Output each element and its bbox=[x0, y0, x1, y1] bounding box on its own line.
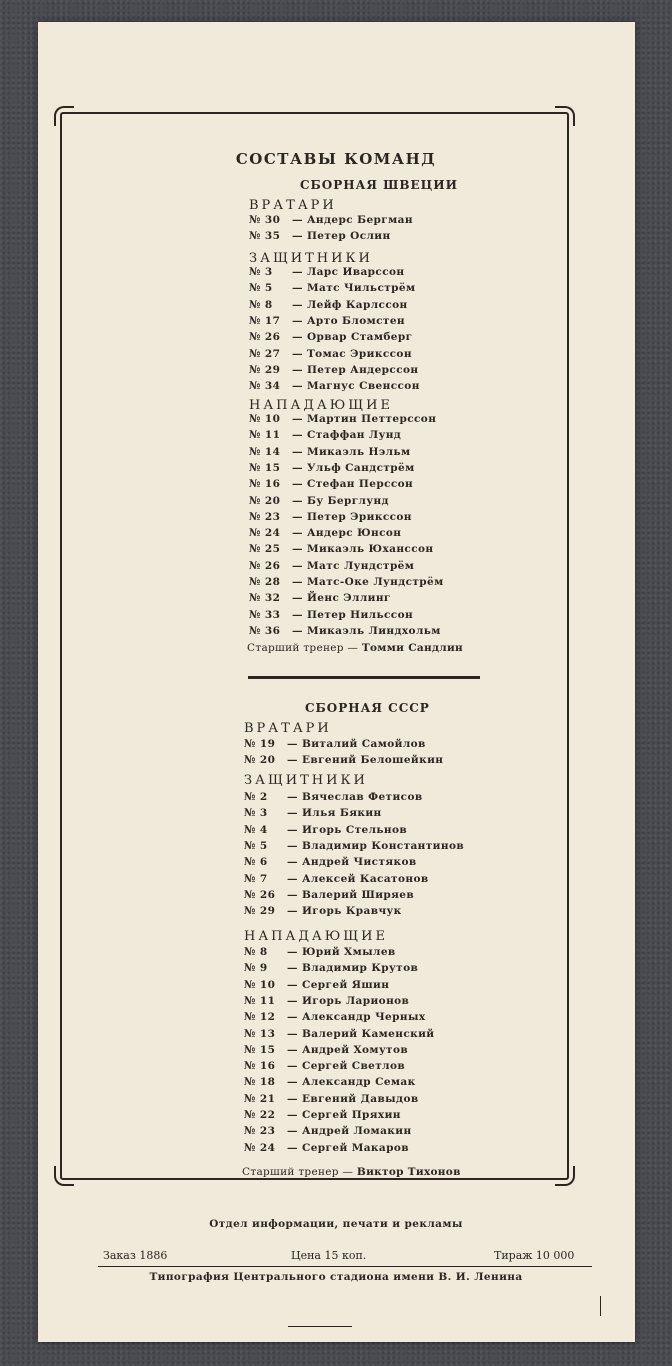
dash: — bbox=[292, 214, 307, 226]
player-number: № 5 bbox=[244, 839, 268, 852]
player-name: Стаффан Лунд bbox=[306, 429, 402, 442]
dash: — bbox=[292, 331, 307, 344]
player-number: № 14 bbox=[249, 445, 281, 458]
dash: — bbox=[287, 1076, 302, 1089]
player-number: № 21 bbox=[244, 1092, 276, 1105]
player-row bbox=[244, 962, 418, 974]
dash: — bbox=[287, 888, 302, 901]
player-number: № 15 bbox=[244, 1043, 276, 1056]
player-row bbox=[244, 873, 429, 885]
player-name: Лейф Карлссон bbox=[306, 298, 408, 311]
player-number: № 5 bbox=[249, 282, 273, 295]
dash: — bbox=[287, 1027, 302, 1040]
circulation: Тираж 10 000 bbox=[494, 1249, 575, 1262]
dash: — bbox=[287, 1043, 302, 1056]
dash: — bbox=[287, 1125, 302, 1138]
player-number: № 35 bbox=[249, 230, 281, 243]
player-row bbox=[249, 230, 391, 242]
player-row bbox=[249, 462, 415, 474]
player-number: № 6 bbox=[244, 856, 268, 869]
player-row bbox=[249, 214, 413, 226]
player-row bbox=[244, 889, 414, 901]
player-name: Евгений Давыдов bbox=[301, 1092, 419, 1105]
player-name: Мартин Петтерссон bbox=[306, 413, 437, 425]
dash: — bbox=[292, 445, 307, 458]
player-name: Стефан Перссон bbox=[306, 478, 414, 491]
player-name: Юрий Хмылев bbox=[301, 946, 396, 958]
player-number: № 8 bbox=[244, 946, 268, 958]
frame-corner-ornament bbox=[54, 1166, 74, 1186]
player-name: Илья Бякин bbox=[301, 807, 382, 820]
player-name: Игорь Стельнов bbox=[301, 823, 408, 836]
dash: — bbox=[292, 527, 307, 540]
team-divider bbox=[248, 676, 480, 679]
player-name: Петер Андерссон bbox=[306, 363, 419, 376]
player-name: Ульф Сандстрём bbox=[306, 461, 415, 474]
player-number: № 17 bbox=[249, 314, 281, 327]
dash: — bbox=[292, 363, 307, 376]
dash: — bbox=[287, 962, 302, 975]
dash: — bbox=[292, 510, 307, 523]
dash: — bbox=[287, 1011, 302, 1024]
coach-label: Старший тренер — bbox=[247, 642, 359, 654]
player-number: № 28 bbox=[249, 576, 281, 588]
player-row bbox=[249, 331, 412, 343]
coach-label: Старший тренер — bbox=[242, 1166, 354, 1178]
player-number: № 23 bbox=[244, 1125, 276, 1138]
player-number: № 26 bbox=[249, 331, 281, 344]
player-number: № 16 bbox=[244, 1060, 276, 1073]
player-number: № 29 bbox=[244, 905, 276, 918]
player-name: Микаэль Линдхольм bbox=[306, 624, 441, 637]
player-name: Вячеслав Фетисов bbox=[301, 791, 423, 803]
player-number: № 15 bbox=[249, 461, 281, 474]
player-name: Валерий Каменский bbox=[301, 1027, 435, 1040]
player-name: Андрей Ломакин bbox=[301, 1125, 412, 1138]
fold-mark bbox=[288, 1326, 352, 1327]
player-name: Орвар Стамберг bbox=[306, 331, 413, 344]
player-name: Сергей Пряхин bbox=[301, 1109, 401, 1121]
player-number: № 13 bbox=[244, 1027, 276, 1040]
dash: — bbox=[292, 543, 307, 556]
player-row bbox=[249, 364, 418, 376]
player-name: Петер Нильссон bbox=[306, 608, 414, 621]
player-row bbox=[249, 576, 444, 588]
player-number: № 24 bbox=[249, 527, 281, 540]
footer-rule bbox=[98, 1266, 592, 1267]
dash: — bbox=[287, 839, 302, 852]
order-number: Заказ 1886 bbox=[103, 1249, 168, 1262]
dash: — bbox=[292, 347, 307, 360]
player-name: Йенс Эллинг bbox=[306, 592, 391, 605]
player-row bbox=[244, 791, 423, 803]
player-name: Алексей Касатонов bbox=[301, 872, 429, 885]
player-name: Владимир Крутов bbox=[301, 962, 419, 975]
player-number: № 33 bbox=[249, 608, 281, 621]
player-number: № 25 bbox=[249, 543, 281, 556]
player-row bbox=[244, 856, 417, 868]
player-name: Андрей Хомутов bbox=[301, 1043, 409, 1056]
player-number: № 12 bbox=[244, 1011, 276, 1024]
dash: — bbox=[287, 856, 302, 869]
section-heading: ВРАТАРИ bbox=[249, 198, 337, 213]
dash: — bbox=[292, 230, 307, 243]
player-row bbox=[249, 609, 413, 621]
player-row bbox=[244, 840, 464, 852]
player-name: Сергей Яшин bbox=[301, 978, 390, 991]
player-name: Валерий Ширяев bbox=[301, 888, 415, 901]
player-number: № 10 bbox=[249, 413, 281, 425]
dash: — bbox=[292, 576, 307, 588]
player-row bbox=[249, 592, 391, 604]
player-row bbox=[244, 1011, 426, 1023]
player-name: Матс Чильстрём bbox=[306, 282, 416, 295]
player-row bbox=[244, 1142, 409, 1154]
player-row bbox=[249, 413, 436, 425]
department-line: Отдел информации, печати и рекламы bbox=[209, 1218, 463, 1230]
player-name: Петер Эрикссон bbox=[306, 510, 412, 523]
player-name: Матс-Оке Лундстрём bbox=[306, 576, 444, 588]
player-name: Арто Бломстен bbox=[306, 314, 405, 327]
player-row bbox=[244, 1125, 412, 1137]
dash: — bbox=[287, 738, 302, 750]
player-row bbox=[244, 824, 407, 836]
player-name: Александр Семак bbox=[301, 1076, 416, 1089]
player-number: № 24 bbox=[244, 1141, 276, 1154]
player-row bbox=[249, 625, 441, 637]
player-number: № 18 bbox=[244, 1076, 276, 1089]
player-row bbox=[244, 979, 389, 991]
player-name: Томас Эрикссон bbox=[306, 347, 412, 360]
dash: — bbox=[287, 905, 302, 918]
player-number: № 34 bbox=[249, 380, 281, 393]
player-name: Бу Берглунд bbox=[306, 494, 389, 507]
player-row bbox=[244, 905, 402, 917]
player-row bbox=[249, 495, 389, 507]
coach-name: Томми Сандлин bbox=[361, 642, 464, 654]
player-number: № 20 bbox=[244, 754, 276, 767]
player-row bbox=[249, 446, 411, 458]
player-row bbox=[244, 1109, 401, 1121]
player-number: № 20 bbox=[249, 494, 281, 507]
dash: — bbox=[292, 608, 307, 621]
player-name: Виталий Самойлов bbox=[301, 738, 426, 750]
player-number: № 11 bbox=[249, 429, 281, 442]
player-row bbox=[244, 807, 382, 819]
dash: — bbox=[292, 413, 307, 425]
player-number: № 9 bbox=[244, 962, 268, 975]
frame-corner-ornament bbox=[555, 1166, 575, 1186]
player-number: № 32 bbox=[249, 592, 281, 605]
section-heading: ВРАТАРИ bbox=[244, 721, 332, 736]
dash: — bbox=[292, 429, 307, 442]
dash: — bbox=[287, 1141, 302, 1154]
dash: — bbox=[292, 298, 307, 311]
player-number: № 36 bbox=[249, 624, 281, 637]
dash: — bbox=[287, 1109, 302, 1121]
player-row bbox=[244, 946, 396, 958]
player-name: Андерс Бергман bbox=[306, 214, 413, 226]
section-heading: ЗАЩИТНИКИ bbox=[249, 251, 373, 266]
player-name: Игорь Ларионов bbox=[301, 994, 410, 1007]
player-row bbox=[244, 738, 426, 750]
player-name: Магнус Свенссон bbox=[306, 380, 420, 393]
player-row bbox=[249, 380, 420, 392]
player-number: № 8 bbox=[249, 298, 273, 311]
player-row bbox=[244, 1060, 405, 1072]
player-name: Ларс Иварссон bbox=[306, 266, 405, 278]
player-row bbox=[249, 511, 412, 523]
player-row bbox=[249, 478, 413, 490]
player-name: Матс Лундстрём bbox=[306, 559, 415, 572]
player-row bbox=[244, 754, 443, 766]
dash: — bbox=[287, 807, 302, 820]
player-number: № 29 bbox=[249, 363, 281, 376]
dash: — bbox=[287, 1060, 302, 1073]
player-row bbox=[244, 995, 409, 1007]
frame-corner-ornament bbox=[555, 106, 575, 126]
player-row bbox=[244, 1028, 435, 1040]
player-number: № 27 bbox=[249, 347, 281, 360]
dash: — bbox=[287, 946, 302, 958]
head-coach bbox=[242, 1166, 461, 1178]
dash: — bbox=[287, 994, 302, 1007]
page-title: СОСТАВЫ КОМАНД bbox=[235, 150, 437, 168]
player-number: № 23 bbox=[249, 510, 281, 523]
player-number: № 30 bbox=[249, 214, 281, 226]
player-number: № 2 bbox=[244, 791, 268, 803]
dash: — bbox=[292, 494, 307, 507]
player-row bbox=[249, 527, 401, 539]
head-coach bbox=[247, 642, 463, 654]
dash: — bbox=[292, 282, 307, 295]
player-row bbox=[244, 1076, 416, 1088]
dash: — bbox=[287, 1092, 302, 1105]
player-number: № 22 bbox=[244, 1109, 276, 1121]
player-row bbox=[244, 1044, 408, 1056]
player-row bbox=[244, 1093, 419, 1105]
dash: — bbox=[292, 592, 307, 605]
dash: — bbox=[292, 380, 307, 393]
player-name: Андрей Чистяков bbox=[301, 856, 417, 869]
dash: — bbox=[292, 478, 307, 491]
player-name: Евгений Белошейкин bbox=[301, 754, 444, 767]
player-name: Игорь Кравчук bbox=[301, 905, 402, 918]
dash: — bbox=[287, 791, 302, 803]
player-number: № 3 bbox=[249, 266, 273, 278]
fold-mark bbox=[600, 1296, 601, 1316]
dash: — bbox=[292, 624, 307, 637]
section-heading: ЗАЩИТНИКИ bbox=[244, 773, 368, 788]
player-number: № 7 bbox=[244, 872, 268, 885]
dash: — bbox=[292, 461, 307, 474]
player-name: Александр Черных bbox=[301, 1011, 426, 1024]
player-number: № 26 bbox=[249, 559, 281, 572]
dash: — bbox=[287, 978, 302, 991]
player-row bbox=[249, 266, 405, 278]
player-number: № 4 bbox=[244, 823, 268, 836]
player-name: Микаэль Нэльм bbox=[306, 445, 411, 458]
section-heading: НАПАДАЮЩИЕ bbox=[244, 929, 388, 944]
player-number: № 16 bbox=[249, 478, 281, 491]
dash: — bbox=[287, 823, 302, 836]
player-name: Микаэль Юханссон bbox=[306, 543, 434, 556]
player-row bbox=[249, 348, 412, 360]
dash: — bbox=[292, 559, 307, 572]
team-name: СБОРНАЯ СССР bbox=[305, 701, 430, 715]
player-row bbox=[249, 282, 416, 294]
dash: — bbox=[287, 754, 302, 767]
coach-name: Виктор Тихонов bbox=[356, 1166, 461, 1178]
player-number: № 11 bbox=[244, 994, 276, 1007]
team-name: СБОРНАЯ ШВЕЦИИ bbox=[300, 178, 458, 192]
player-name: Петер Ослин bbox=[306, 230, 391, 243]
player-number: № 19 bbox=[244, 738, 276, 750]
printer-line: Типография Центрального стадиона имени В. И. Ленина bbox=[149, 1271, 523, 1283]
player-name: Андерс Юнсон bbox=[306, 527, 402, 540]
dash: — bbox=[287, 872, 302, 885]
dash: — bbox=[292, 266, 307, 278]
player-number: № 10 bbox=[244, 978, 276, 991]
player-row bbox=[249, 315, 405, 327]
player-name: Сергей Макаров bbox=[301, 1141, 409, 1154]
player-row bbox=[249, 299, 408, 311]
section-heading: НАПАДАЮЩИЕ bbox=[249, 398, 393, 413]
player-row bbox=[249, 429, 401, 441]
price: Цена 15 коп. bbox=[291, 1249, 367, 1262]
player-number: № 26 bbox=[244, 888, 276, 901]
player-name: Сергей Светлов bbox=[301, 1060, 406, 1073]
player-row bbox=[249, 560, 414, 572]
player-row bbox=[249, 543, 433, 555]
player-name: Владимир Константинов bbox=[301, 839, 465, 852]
dash: — bbox=[292, 314, 307, 327]
frame-corner-ornament bbox=[54, 106, 74, 126]
player-number: № 3 bbox=[244, 807, 268, 820]
